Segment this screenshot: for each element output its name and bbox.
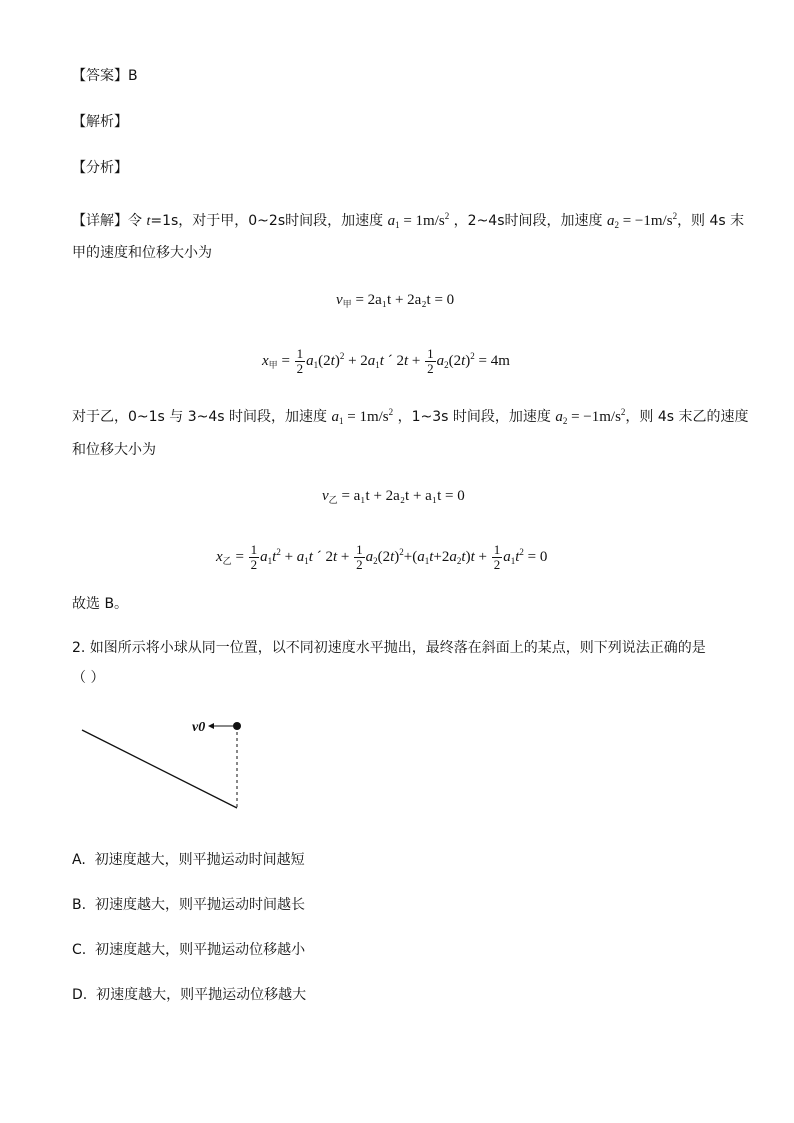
question-2-stem: 2. 如图所示将小球从同一位置，以不同初速度水平抛出，最终落在斜面上的某点，则下列说法正确的是 [72, 640, 706, 656]
option-text: 初速度越大，则平抛运动时间越短 [94, 852, 305, 868]
option-text: 初速度越大，则平抛运动位移越小 [95, 942, 306, 958]
detail-text: 对于乙，0~1s 与 3~4s 时间段，加速度 [72, 409, 328, 425]
option-key: C. [72, 942, 87, 958]
option-d[interactable] [72, 985, 306, 1005]
option-b[interactable] [72, 895, 305, 915]
detail-text: ，则 4s 末乙的速度 [625, 409, 749, 425]
detail-text: 令 [128, 213, 147, 229]
detail-text: ，1~3s 时间段，加速度 [397, 409, 551, 425]
detail-label: 【详解】 [72, 213, 128, 229]
detail-line-4: 和位移大小为 [72, 442, 156, 458]
option-c[interactable] [72, 940, 305, 960]
detail-line-2: 甲的速度和位移大小为 [72, 245, 212, 261]
equation-x-yi: $x_乙$ = $\frac{1}{2}$ $a_1t^2 + a_1t$ ´ 2t + $\frac{1}{2}$ $a_2(2t)^2+(a_1t+2a_2t)t$ + $\frac{1}{2}$ $a_1t^2 = 0$ [216, 542, 548, 573]
incline-figure [72, 712, 252, 816]
equation-v-yi: $v_乙 = a_1t + 2a_2t + a_1t = 0$ [322, 488, 465, 505]
answer-line [72, 66, 138, 86]
analysis-label: 【解析】 [72, 114, 128, 130]
equation-x-jia: $x_甲$ = $\frac{1}{2}$ $a_1(2t)^2 + 2a_1t$ ´ 2t + $\frac{1}{2}$ $a_2(2t)^2 = 4m$ [262, 346, 510, 377]
detail-line-3 [72, 402, 749, 431]
question-2-paren: （ ） [72, 670, 105, 686]
detail-text: ，2~4s时间段，加速度 [453, 213, 603, 229]
option-key: A. [72, 852, 86, 868]
option-key: B. [72, 897, 87, 913]
option-a[interactable] [72, 850, 305, 870]
equation-v-jia: $v_甲 = 2a_1t + 2a_2t = 0$ [336, 292, 455, 309]
fenxi-label: 【分析】 [72, 160, 128, 176]
detail-text: =1s，对于甲，0~2s时间段，加速度 [150, 213, 384, 229]
option-text: 初速度越大，则平抛运动位移越大 [96, 987, 307, 1003]
detail-text: ，则 4s 末 [677, 213, 745, 229]
accel-a2: $a_2 = -1m/s^2$ [606, 211, 678, 230]
incline-line [82, 730, 237, 808]
answer-value: B [128, 68, 138, 84]
answer-label: 【答案】 [72, 68, 128, 84]
option-text: 初速度越大，则平抛运动时间越长 [94, 897, 305, 913]
velocity-arrowhead [208, 723, 214, 729]
detail-line-1 [72, 206, 744, 235]
accel-a1: $a_1 = 1m/s^2$ [387, 211, 450, 230]
option-key: D. [72, 987, 88, 1003]
accel-a2-yi: $a_2 = -1m/s^2$ [555, 407, 626, 426]
detail-var-t: t [146, 214, 151, 229]
velocity-label: v0 [192, 720, 206, 735]
accel-a1-yi: $a_1 = 1m/s^2$ [331, 407, 394, 426]
conclusion: 故选 B。 [72, 596, 129, 612]
ball-dot [233, 722, 241, 730]
